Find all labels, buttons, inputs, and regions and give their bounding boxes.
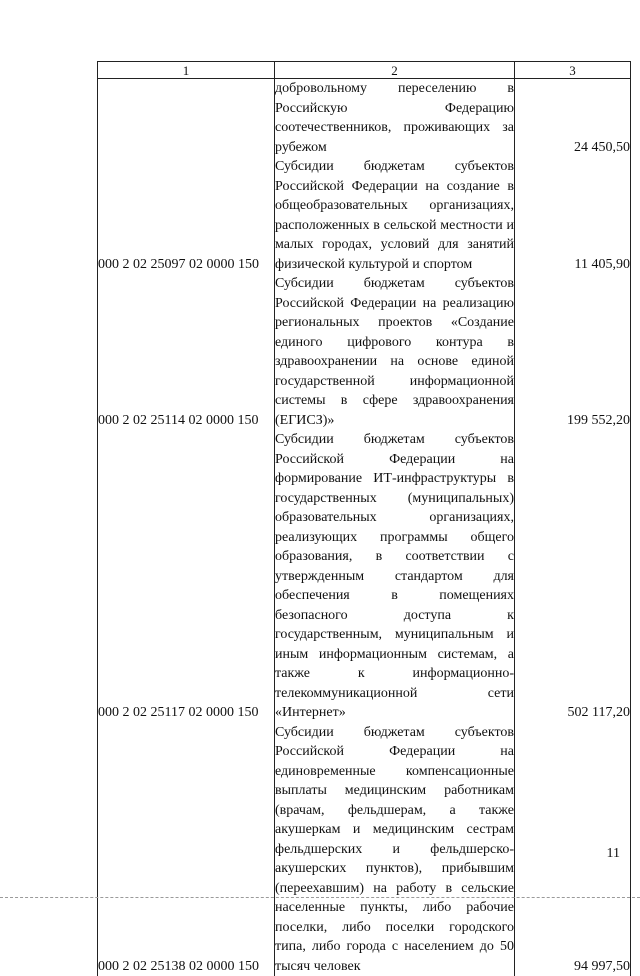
row-amount: 94 997,50 xyxy=(515,723,631,976)
budget-table xyxy=(97,61,631,976)
row-code: 000 2 02 25138 02 0000 150 xyxy=(98,723,275,976)
row-name: Субсидии бюджетам субъектов Российской Федерации на реализацию региональных проектов «Создание единого цифрового контура в здравоохранении на основе единой государственной информационной системы в сфере здравоохранения (ЕГИСЗ)» xyxy=(275,274,515,430)
row-code: 000 2 02 25097 02 0000 150 xyxy=(98,157,275,274)
row-amount: 11 405,90 xyxy=(515,157,631,274)
row-code xyxy=(98,79,275,158)
row-name: добровольному переселению в Российскую Федерацию соотечественников, проживающих за рубежом xyxy=(275,79,515,158)
table-header-row xyxy=(98,62,631,79)
table-row xyxy=(98,274,631,430)
table-row xyxy=(98,157,631,274)
row-code: 000 2 02 25117 02 0000 150 xyxy=(98,430,275,723)
column-header-code: 1 xyxy=(98,62,275,79)
column-header-amount: 3 xyxy=(515,62,631,79)
row-amount: 199 552,20 xyxy=(515,274,631,430)
row-name: Субсидии бюджетам субъектов Российской Федерации на формирование ИТ-инфраструктуры в государственных (муниципальных) образовательных организациях, реализующих программы общего образования, в соответствии с утвержденным стандартом для обеспечения в помещениях безопасного доступа к государственным, муниципальным и иным информационным системам, а также к информационно-телекоммуникационной сети «Интернет» xyxy=(275,430,515,723)
column-header-name: 2 xyxy=(275,62,515,79)
table-row xyxy=(98,430,631,723)
row-name: Субсидии бюджетам субъектов Российской Федерации на единовременные компенсационные выплаты медицинским работникам (врачам, фельдшерам, а также акушеркам и медицинским сестрам фельдшерских и фельдшерско-акушерских пунктов), прибывшим (переехавшим) на работу в сельские населенные пункты, либо рабочие поселки, либо поселки городского типа, либо города с населением до 50 тысяч человек xyxy=(275,723,515,976)
table-row xyxy=(98,79,631,158)
table-row xyxy=(98,723,631,976)
row-amount: 502 117,20 xyxy=(515,430,631,723)
footer-divider xyxy=(0,897,640,898)
row-amount: 24 450,50 xyxy=(515,79,631,158)
row-code: 000 2 02 25114 02 0000 150 xyxy=(98,274,275,430)
page-number: 11 xyxy=(590,846,620,862)
row-name: Субсидии бюджетам субъектов Российской Федерации на создание в общеобразовательных организациях, расположенных в сельской местности и малых городах, условий для занятий физической культурой и спортом xyxy=(275,157,515,274)
